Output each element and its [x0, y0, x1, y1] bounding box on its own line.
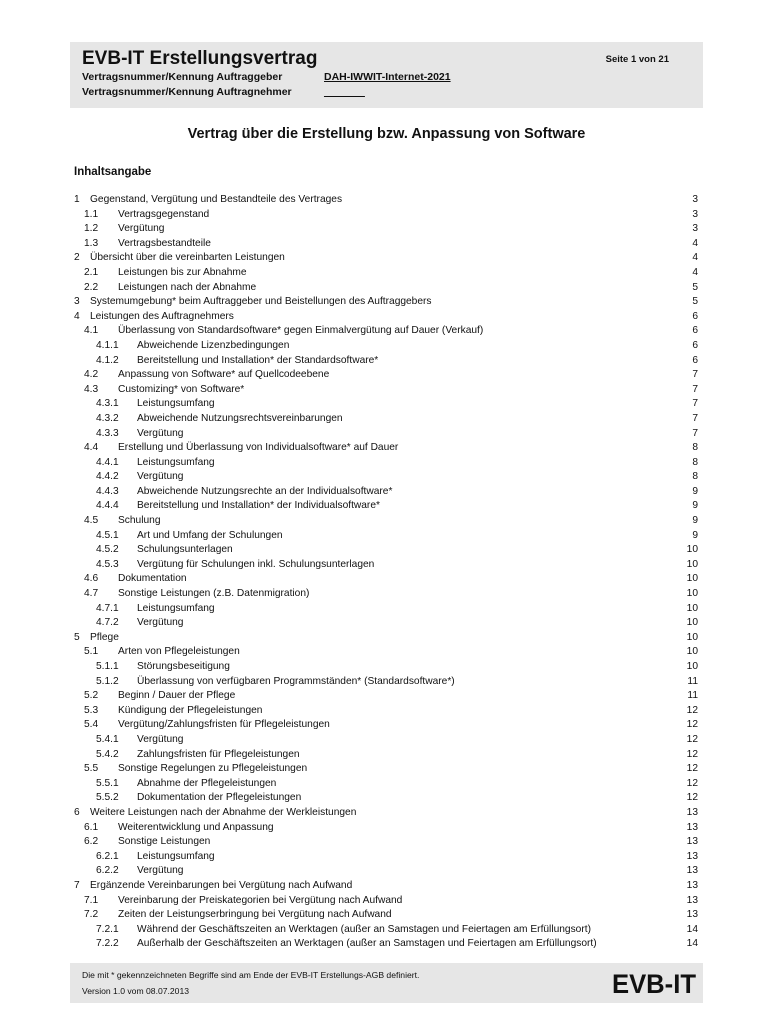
toc-entry-number: 4.5.1 [96, 529, 119, 541]
toc-entry-page: 9 [692, 500, 698, 512]
toc-entry-number: 7.2 [84, 909, 99, 921]
toc-entry[interactable] [74, 383, 698, 398]
toc-entry[interactable] [74, 558, 698, 573]
toc-entry-title: Customizing* von Software* [118, 383, 245, 395]
evb-it-logo-lettering: EVB-IT [612, 969, 697, 997]
toc-entry-page: 10 [686, 573, 698, 585]
toc-entry-page: 13 [686, 879, 698, 891]
toc-entry-title: Vergütung [137, 427, 184, 439]
toc-entry-number: 4.6 [84, 573, 99, 585]
toc-entry[interactable] [74, 368, 698, 383]
toc-entry-number: 5.1.2 [96, 675, 119, 687]
toc-entry-number: 6 [74, 806, 80, 818]
toc-entry-number: 5.2 [84, 690, 99, 702]
toc-entry[interactable] [74, 908, 698, 923]
toc-entry-page: 12 [686, 777, 698, 789]
toc-entry[interactable] [74, 733, 698, 748]
contract-id-client-label: Vertragsnummer/Kennung Auftraggeber [82, 71, 283, 83]
toc-entry[interactable] [74, 324, 698, 339]
toc-entry-page: 8 [692, 456, 698, 468]
toc-entry-number: 5.4.2 [96, 748, 119, 760]
toc-entry-page: 12 [686, 733, 698, 745]
toc-entry-page: 6 [692, 354, 698, 366]
toc-entry-title: Vertragsbestandteile [118, 237, 211, 249]
toc-entry-number: 1.2 [84, 223, 99, 235]
toc-entry-page: 10 [686, 617, 698, 629]
toc-entry-number: 4.4 [84, 442, 99, 454]
toc-entry[interactable] [74, 631, 698, 646]
toc-entry-page: 11 [687, 690, 698, 702]
toc-entry-title: Bereitstellung und Installation* der Standardsoftware* [137, 354, 379, 366]
document-footer [70, 963, 703, 1003]
toc-entry-number: 4.7.1 [96, 602, 119, 614]
toc-entry-title: Bereitstellung und Installation* der Individualsoftware* [137, 500, 380, 512]
toc-entry-title: Zahlungsfristen für Pflegeleistungen [137, 748, 300, 760]
toc-entry[interactable] [74, 543, 698, 558]
toc-entry-page: 12 [686, 704, 698, 716]
toc-entry-page: 3 [692, 194, 698, 205]
toc-entry[interactable] [74, 499, 698, 514]
toc-entry-title: Pflege [90, 631, 119, 643]
toc-entry-page: 13 [686, 806, 698, 818]
toc-entry-title: Abweichende Nutzungsrechtsvereinbarungen [137, 412, 343, 424]
toc-entry-title: Systemumgebung* beim Auftraggeber und Beistellungen des Auftraggebers [90, 296, 432, 308]
toc-entry[interactable] [74, 923, 698, 938]
toc-entry[interactable] [74, 397, 698, 412]
toc-entry-title: Überlassung von verfügbaren Programmständen* (Standardsoftware*) [137, 675, 455, 687]
toc-entry-number: 6.1 [84, 821, 99, 833]
toc-entry-number: 4.4.2 [96, 471, 119, 483]
toc-entry-title: Während der Geschäftszeiten an Werktagen (außer an Samstagen und Feiertagen am Erfüllungsort) [137, 923, 591, 935]
toc-entry-number: 4.7.2 [96, 617, 119, 629]
toc-entry-title: Leistungsumfang [137, 398, 215, 410]
toc-entry[interactable] [74, 675, 698, 690]
toc-entry[interactable] [74, 514, 698, 529]
toc-entry-page: 10 [686, 661, 698, 672]
toc-entry-number: 4.5.3 [96, 558, 119, 570]
toc-entry[interactable] [74, 295, 698, 310]
toc-entry-number: 4.7 [84, 588, 99, 600]
toc-entry-number: 6.2.1 [96, 850, 119, 862]
toc-entry-number: 4.3.2 [96, 412, 119, 424]
toc-entry-page: 13 [686, 850, 698, 862]
contract-id-client-value: DAH-IWWIT-Internet-2021 [324, 71, 451, 83]
toc-entry[interactable] [74, 616, 698, 631]
toc-entry-page: 13 [686, 821, 698, 833]
toc-entry[interactable] [74, 850, 698, 865]
toc-entry-number: 5.4.1 [96, 733, 119, 745]
toc-entry-number: 4.4.4 [96, 500, 119, 512]
toc-entry-number: 7.2.1 [96, 923, 119, 935]
toc-entry-title: Schulung [118, 515, 161, 527]
toc-entry-page: 5 [692, 281, 698, 293]
toc-entry-page: 10 [686, 602, 698, 614]
toc-entry-page: 13 [686, 909, 698, 921]
toc-entry[interactable] [74, 208, 698, 223]
toc-entry-title: Leistungsumfang [137, 456, 215, 468]
toc-entry-title: Vergütung [137, 733, 184, 745]
toc-entry-page: 10 [686, 544, 698, 556]
toc-heading: Inhaltsangabe [74, 166, 152, 178]
toc-entry[interactable] [74, 835, 698, 850]
toc-entry-title: Dokumentation [118, 573, 187, 585]
toc-entry-number: 4.1.1 [96, 339, 119, 351]
toc-entry-page: 9 [692, 515, 698, 527]
toc-entry-page: 5 [692, 296, 698, 308]
toc-entry-page: 7 [692, 398, 698, 410]
toc-entry-title: Abweichende Nutzungsrechte an der Individualsoftware* [137, 485, 393, 497]
toc-entry-title: Weiterentwicklung und Anpassung [118, 821, 274, 833]
toc-entry[interactable] [74, 485, 698, 500]
toc-entry-number: 4.5 [84, 515, 99, 527]
toc-entry-number: 5.5 [84, 763, 99, 775]
toc-entry[interactable] [74, 222, 698, 237]
toc-entry[interactable] [74, 762, 698, 777]
toc-entry-title: Art und Umfang der Schulungen [137, 529, 283, 541]
toc-entry-number: 4.3.1 [96, 398, 119, 410]
toc-entry-page: 4 [692, 252, 698, 264]
toc-entry-number: 1.1 [84, 208, 99, 220]
toc-entry-number: 5.4 [84, 719, 99, 731]
toc-entry-number: 2.2 [84, 281, 99, 293]
toc-entry-page: 13 [686, 836, 698, 848]
toc-entry[interactable] [74, 602, 698, 617]
toc-entry[interactable] [74, 412, 698, 427]
toc-entry-page: 6 [692, 339, 698, 351]
toc-entry-title: Sonstige Regelungen zu Pflegeleistungen [118, 763, 308, 775]
contract-id-contractor-row [82, 85, 691, 100]
toc-entry-title: Sonstige Leistungen [118, 836, 211, 848]
toc-entry[interactable] [74, 470, 698, 485]
toc-entry-page: 7 [692, 427, 698, 439]
toc-entry-page: 9 [692, 485, 698, 497]
toc-entry-number: 3 [74, 296, 80, 308]
toc-entry-page: 13 [686, 865, 698, 877]
toc-entry-title: Leistungsumfang [137, 850, 215, 862]
toc-entry[interactable] [74, 266, 698, 281]
toc-entry-title: Arten von Pflegeleistungen [118, 646, 240, 658]
toc-entry-title: Beginn / Dauer der Pflege [118, 690, 236, 702]
toc-entry[interactable] [74, 456, 698, 471]
toc-entry-number: 1.3 [84, 237, 99, 249]
toc-entry-number: 7.2.2 [96, 938, 119, 950]
toc-entry-page: 12 [686, 763, 698, 775]
evb-it-logo [609, 967, 699, 997]
toc-entry-number: 6.2.2 [96, 865, 119, 877]
toc-entry[interactable] [74, 354, 698, 369]
footer-version: Version 1.0 vom 08.07.2013 [82, 986, 190, 996]
toc-entry-page: 9 [692, 529, 698, 541]
toc-entry-title: Überlassung von Standardsoftware* gegen Einmalvergütung auf Dauer (Verkauf) [118, 325, 484, 337]
toc-entry[interactable] [74, 251, 698, 266]
toc-entry[interactable] [74, 718, 698, 733]
toc-entry-number: 4.1.2 [96, 354, 119, 366]
toc-entry[interactable] [74, 689, 698, 704]
toc-entry-page: 6 [692, 325, 698, 337]
toc-entry[interactable] [74, 791, 698, 806]
toc-entry[interactable] [74, 748, 698, 763]
toc-entry-page: 6 [692, 310, 698, 322]
toc-entry-page: 14 [686, 923, 698, 935]
toc-entry-number: 4.3 [84, 383, 99, 395]
toc-entry[interactable] [74, 704, 698, 719]
document-header [70, 42, 703, 108]
footer-note: Die mit * gekennzeichneten Begriffe sind am Ende der EVB-IT Erstellungs-AGB definiert. [82, 970, 420, 980]
toc-entry[interactable] [74, 777, 698, 792]
table-of-contents [74, 193, 698, 952]
toc-entry-title: Zeiten der Leistungserbringung bei Vergütung nach Aufwand [118, 909, 392, 921]
toc-entry-title: Störungsbeseitigung [137, 661, 230, 672]
toc-entry[interactable] [74, 339, 698, 354]
toc-entry-page: 7 [692, 369, 698, 381]
toc-entry[interactable] [74, 937, 698, 952]
toc-entry-number: 2 [74, 252, 80, 264]
toc-entry-title: Außerhalb der Geschäftszeiten an Werktagen (außer an Samstagen und Feiertagen am Erfüllungsort) [137, 938, 597, 950]
toc-entry-number: 5.1.1 [96, 661, 119, 672]
toc-entry[interactable] [74, 310, 698, 325]
toc-entry-number: 5.3 [84, 704, 99, 716]
toc-entry[interactable] [74, 281, 698, 296]
toc-entry-page: 8 [692, 442, 698, 454]
toc-entry-page: 11 [687, 675, 698, 687]
toc-entry[interactable] [74, 529, 698, 544]
toc-entry-page: 10 [686, 558, 698, 570]
contract-id-contractor-label: Vertragsnummer/Kennung Auftragnehmer [82, 86, 292, 98]
toc-entry-number: 5.5.2 [96, 792, 119, 804]
toc-entry[interactable] [74, 237, 698, 252]
toc-entry-title: Übersicht über die vereinbarten Leistungen [90, 252, 285, 264]
toc-entry-number: 4.4.1 [96, 456, 119, 468]
toc-entry-number: 4.3.3 [96, 427, 119, 439]
toc-entry-page: 7 [692, 383, 698, 395]
toc-entry-page: 12 [686, 792, 698, 804]
contract-id-client-row [82, 70, 691, 85]
toc-entry-number: 4.2 [84, 369, 99, 381]
toc-entry-title: Vergütung/Zahlungsfristen für Pflegeleistungen [118, 719, 330, 731]
toc-entry-number: 4.4.3 [96, 485, 119, 497]
toc-entry-number: 7 [74, 879, 80, 891]
toc-entry[interactable] [74, 879, 698, 894]
toc-entry-page: 13 [686, 894, 698, 906]
toc-entry-title: Anpassung von Software* auf Quellcodeebene [118, 369, 330, 381]
toc-entry[interactable] [74, 441, 698, 456]
toc-entry-number: 6.2 [84, 836, 99, 848]
toc-entry-page: 12 [686, 719, 698, 731]
toc-entry-page: 10 [686, 646, 698, 658]
toc-entry[interactable] [74, 587, 698, 602]
toc-entry-number: 5.5.1 [96, 777, 119, 789]
toc-entry-title: Gegenstand, Vergütung und Bestandteile des Vertrages [90, 194, 343, 205]
toc-entry-number: 4.1 [84, 325, 99, 337]
toc-entry-page: 3 [692, 223, 698, 235]
toc-entry-page: 12 [686, 748, 698, 760]
toc-entry-number: 4 [74, 310, 80, 322]
toc-entry-title: Abweichende Lizenzbedingungen [137, 339, 290, 351]
toc-entry-number: 2.1 [84, 266, 99, 278]
toc-entry-page: 7 [692, 412, 698, 424]
toc-entry[interactable] [74, 645, 698, 660]
toc-entry-title: Vergütung [137, 617, 184, 629]
toc-entry-page: 10 [686, 631, 698, 643]
toc-entry-page: 10 [686, 588, 698, 600]
toc-entry-page: 3 [692, 208, 698, 220]
page-title: Vertrag über die Erstellung bzw. Anpassung von Software [187, 126, 586, 142]
document-type-title: EVB-IT Erstellungsvertrag [82, 48, 318, 69]
toc-entry-title: Weitere Leistungen nach der Abnahme der Werkleistungen [90, 806, 357, 818]
toc-entry-number: 4.5.2 [96, 544, 119, 556]
toc-entry-title: Vergütung [137, 471, 184, 483]
page-indicator: Seite 1 von 21 [605, 54, 669, 65]
toc-entry[interactable] [74, 572, 698, 587]
toc-entry[interactable] [74, 864, 698, 879]
toc-entry-title: Ergänzende Vereinbarungen bei Vergütung nach Aufwand [90, 879, 353, 891]
toc-entry[interactable] [74, 821, 698, 836]
toc-entry-page: 4 [692, 237, 698, 249]
toc-entry-title: Vergütung [137, 865, 184, 877]
contract-id-contractor-value: _______ [324, 86, 365, 98]
toc-entry[interactable] [74, 193, 698, 208]
toc-entry-title: Kündigung der Pflegeleistungen [118, 704, 263, 716]
toc-entry-page: 14 [686, 938, 698, 950]
toc-entry-number: 5 [74, 631, 80, 643]
toc-entry-title: Vergütung [118, 223, 165, 235]
toc-entry[interactable] [74, 894, 698, 909]
toc-entry-number: 5.1 [84, 646, 99, 658]
toc-entry-title: Leistungen nach der Abnahme [118, 281, 257, 293]
toc-entry-number: 7.1 [84, 894, 99, 906]
toc-entry-title: Leistungsumfang [137, 602, 215, 614]
toc-entry[interactable] [74, 427, 698, 442]
toc-entry-title: Vertragsgegenstand [118, 208, 210, 220]
toc-entry-page: 4 [692, 266, 698, 278]
toc-entry-title: Dokumentation der Pflegeleistungen [137, 792, 302, 804]
toc-entry-title: Vergütung für Schulungen inkl. Schulungsunterlagen [137, 558, 375, 570]
toc-entry-title: Erstellung und Überlassung von Individualsoftware* auf Dauer [118, 442, 399, 454]
toc-entry-title: Schulungsunterlagen [137, 544, 233, 556]
toc-entry-title: Leistungen bis zur Abnahme [118, 266, 247, 278]
toc-entry-number: 1 [74, 194, 80, 205]
toc-entry-title: Vereinbarung der Preiskategorien bei Vergütung nach Aufwand [118, 894, 403, 906]
toc-entry-title: Leistungen des Auftragnehmers [90, 310, 234, 322]
toc-entry-page: 8 [692, 471, 698, 483]
toc-entry-title: Abnahme der Pflegeleistungen [137, 777, 277, 789]
toc-entry[interactable] [74, 806, 698, 821]
toc-entry-title: Sonstige Leistungen (z.B. Datenmigration) [118, 588, 310, 600]
toc-entry[interactable] [74, 660, 698, 675]
